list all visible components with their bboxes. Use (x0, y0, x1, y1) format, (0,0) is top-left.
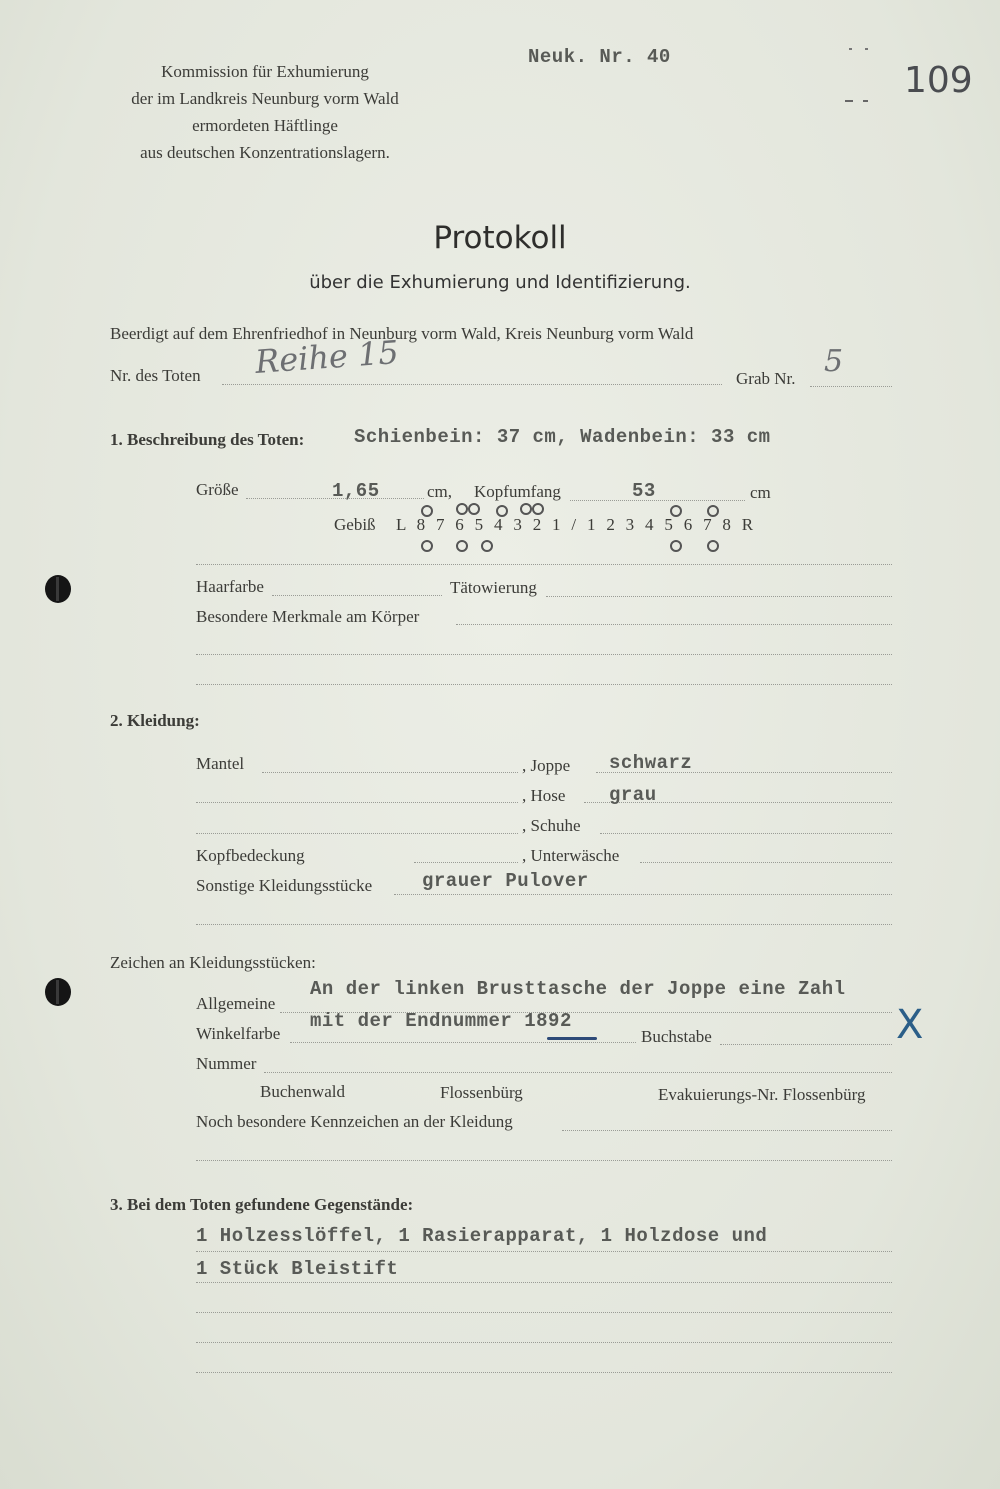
commission-line: der im Landkreis Neunburg vorm Wald (131, 89, 399, 108)
grave-number-label: Grab Nr. (736, 369, 796, 388)
height-label: Größe (196, 480, 239, 499)
underwear-label: , Unterwäsche (522, 846, 620, 865)
buchenwald-label: Buchenwald (260, 1082, 345, 1101)
general-label: Allgemeine (196, 994, 276, 1013)
found-items-line-2: 1 Stück Bleistift (196, 1258, 399, 1280)
head-value: 53 (632, 480, 656, 502)
grave-number-value: 5 (824, 344, 844, 379)
dead-number-value: Reihe 15 (253, 333, 400, 381)
section-1-label: 1. Beschreibung des Toten: (110, 430, 305, 449)
letter-mark: X (896, 1002, 924, 1048)
teeth-label: Gebiß (334, 515, 376, 534)
marks-label: Besondere Merkmale am Körper (196, 607, 420, 626)
found-items-line-1: 1 Holzesslöffel, 1 Rasierapparat, 1 Holzdose und (196, 1225, 768, 1247)
hair-label: Haarfarbe (196, 577, 264, 596)
section-3-label: 3. Bei dem Toten gefundene Gegenstände: (110, 1195, 414, 1214)
punch-hole (45, 575, 71, 603)
letter-label: Buchstabe (641, 1027, 712, 1046)
commission-line: Kommission für Exhumierung (161, 62, 369, 81)
trousers-label: , Hose (522, 786, 566, 805)
angle-color-label: Winkelfarbe (196, 1024, 281, 1043)
reference-number: Neuk. Nr. 40 (528, 46, 671, 68)
teeth-chart: L 8 7 6 5 4 3 2 1 / 1 2 3 4 5 6 7 8 R (396, 515, 757, 534)
section-1-typed: Schienbein: 37 cm, Wadenbein: 33 cm (354, 426, 771, 448)
dead-number-label: Nr. des Toten (110, 366, 201, 385)
underline-mark (547, 1037, 597, 1040)
jacket-label: , Joppe (522, 756, 571, 775)
special-marks-label: Noch besondere Kennzeichen an der Kleidung (196, 1112, 513, 1131)
height-unit: cm, (427, 482, 453, 501)
head-unit: cm (750, 483, 771, 502)
trousers-value: grau (609, 784, 657, 806)
page-number: 109 (904, 60, 973, 101)
evacuation-label: Evakuierungs-Nr. Flossenbürg (658, 1085, 866, 1104)
section-2-label: 2. Kleidung: (110, 711, 200, 730)
other-clothing-value: grauer Pulover (422, 870, 589, 892)
burial-line: Beerdigt auf dem Ehrenfriedhof in Neunburg vorm Wald, Kreis Neunburg vorm Wald (110, 324, 694, 343)
teeth-marks (0, 0, 1000, 600)
marks-section-label: Zeichen an Kleidungsstücken: (110, 953, 316, 972)
headwear-label: Kopfbedeckung (196, 846, 305, 865)
flossenburg-label: Flossenbürg (440, 1083, 523, 1102)
head-label: Kopfumfang (474, 482, 561, 501)
tattoo-label: Tätowierung (450, 578, 537, 597)
page-title: Protokoll (433, 220, 567, 256)
jacket-value: schwarz (609, 752, 693, 774)
height-value: 1,65 (332, 480, 380, 502)
shoes-label: , Schuhe (522, 816, 581, 835)
other-clothing-label: Sonstige Kleidungsstücke (196, 876, 373, 895)
page-subtitle: über die Exhumierung und Identifizierung. (309, 272, 691, 293)
punch-hole (45, 978, 71, 1006)
commission-line: ermordeten Häftlinge (192, 116, 338, 135)
commission-line: aus deutschen Konzentrationslagern. (140, 143, 390, 162)
coat-label: Mantel (196, 754, 245, 773)
typed-marks-line-2: mit der Endnummer 1892 (310, 1010, 572, 1032)
typed-marks-line-1: An der linken Brusttasche der Joppe eine Zahl (310, 978, 846, 1000)
number-label: Nummer (196, 1054, 257, 1073)
